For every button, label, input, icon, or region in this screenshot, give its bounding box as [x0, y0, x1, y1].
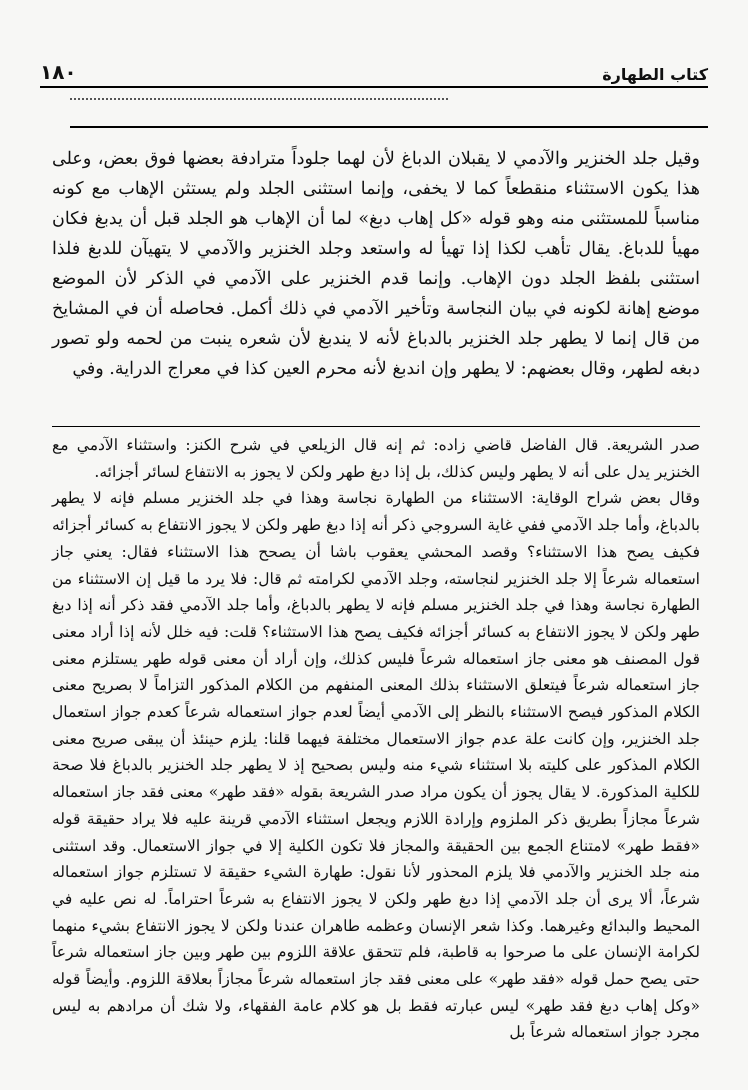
main-paragraph: وقيل جلد الخنزير والآدمي لا يقبلان الدباغ لأن لهما جلوداً مترادفة بعضها فوق بعض، وعلى هذا يكون الاستثناء منقطعاً كما لا يخفى، وإنما استثنى الجلد ولم يستثن الإهاب مع كونه مناسباً للمستثنى منه وهو قوله «كل إهاب دبغ» لما أن الإهاب هو الجلد قبل أن يدبغ فكان مهيأ للدباغ. يقال تأهب لكذا إذا تهيأ له واستعد وجلد الخنزير والآدمي لا يتهيآن للدبغ فلذا استثنى بلفظ الجلد دون الإهاب. وإنما قدم الخنزير على الآدمي في الذكر لأن الموضع موضع إهانة لكونه في بيان النجاسة وتأخير الآدمي في ذلك أكمل. فحاصله أن في المشايخ من قال إنما لا يطهر جلد الخنزير بالدباغ لأنه لا يندبغ لأن شعره ينبت من لحمه ولو تصور دبغه لطهر، وقال بعضهم: لا يطهر وإن اندبغ لأنه محرم العين كذا في معراج الدراية. وفي — [52, 149, 700, 379]
page-header — [40, 56, 708, 84]
dotted-separator — [70, 98, 448, 100]
page-number: ١٨٠ — [40, 60, 77, 84]
chapter-title: كتاب الطهارة — [602, 65, 708, 84]
footnote-separator — [52, 426, 700, 427]
text-top-rule — [70, 126, 708, 128]
footnotes-block — [52, 432, 700, 1046]
footnote-paragraph: وقال بعض شراح الوقاية: الاستثناء من الطهارة نجاسة وهذا في جلد الخنزير مسلم فإنه لا يطهر بالدباغ، وأما جلد الآدمي ففي غاية السروجي ذكر أنه إذا دبغ طهر ولكن لا يجوز الانتفاع به كسائر أجزائه فكيف يصح هذا الاستثناء؟ وقصد المحشي يعقوب باشا أن يصحح هذا الاستثناء فقال: يعني جاز استعماله شرعاً إلا جلد الخنزير لنجاسته، وجلد الآدمي لكرامته ثم قال: فلا يرد ما قيل إن الاستثناء من الطهارة نجاسة وهذا في جلد الخنزير مسلم فإنه لا يطهر بالدباغ، وأما جلد الآدمي فقد ذكر أنه إذا دبغ طهر ولكن لا يجوز الانتفاع به كسائر أجزائه فكيف يصح هذا الاستثناء؟ قلت: فيه خلل لأنه إذا أراد معنى قول المصنف هو معنى جاز استعماله شرعاً فليس كذلك، وإن أراد أن معنى قوله طهر يستلزم معنى جاز استعماله شرعاً فيتعلق الاستثناء بذلك المعنى المنفهم من الكلام المذكور التزاماً لا بصريح معنى الكلام المذكور فيصح الاستثناء بالنظر إلى الآدمي أيضاً لعدم جواز استعماله شرعاً كعدم جواز استعمال جلد الخنزير، وإن كانت علة عدم جواز الاستعمال مختلفة فيهما قلنا: يلزم حينئذ أن يبقى صريح معنى الكلام المذكور على كليته بلا استثناء شيء منه وليس بصحيح إذ لا يطهر جلد الخنزير بالدباغ فلا صحة للكلية المذكورة. لا يقال يجوز أن يكون مراد صدر الشريعة بقوله «فقد طهر» معنى فقد جاز استعماله شرعاً مجازاً بطريق ذكر الملزوم وإرادة اللازم ويجعل استثناء الآدمي قرينة عليه فلا يراد حقيقة قوله «فقط طهر» لامتناع الجمع بين الحقيقة والمجاز فلا تكون الكلية إلا في جواز الاستعمال. وقد استثنى منه جلد الخنزير والآدمي فلا يلزم المحذور لأنا نقول: طهارة الشيء حقيقة لا تستلزم جواز استعماله شرعاً، ألا يرى أن جلد الآدمي إذا دبغ طهر ولكن لا يجوز الانتفاع به شرعاً احتراماً. له نص عليه في المحيط والبدائع وغيرهما. وكذا شعر الإنسان وعظمه طاهران عندنا ولكن لا يجوز الانتفاع بشيء منهما لكرامة الإنسان على ما صرحوا به قاطبة، فلم تتحقق علاقة اللزوم بين طهر وبين جاز استعماله شرعاً حتى يصح حمل قوله «فقد طهر» على معنى فقد جاز استعماله شرعاً مجازاً بعلاقة اللزوم. وأيضاً قوله «وكل إهاب دبغ فقد طهر» ليس عبارته فقط بل هو كلام عامة الفقهاء، ولا شك أن مرادهم به ليس مجرد جواز استعماله شرعاً بل — [52, 489, 700, 1042]
header-rule — [40, 86, 708, 88]
main-text-block — [52, 144, 700, 384]
footnote-paragraph: صدر الشريعة. قال الفاضل قاضي زاده: ثم إنه قال الزيلعي في شرح الكنز: واستثناء الآدمي مع الخنزير يدل على أنه لا يطهر وليس كذلك، بل إذا دبغ طهر ولكن لا يجوز به الانتفاع لسائر أجزائه. — [52, 436, 700, 481]
